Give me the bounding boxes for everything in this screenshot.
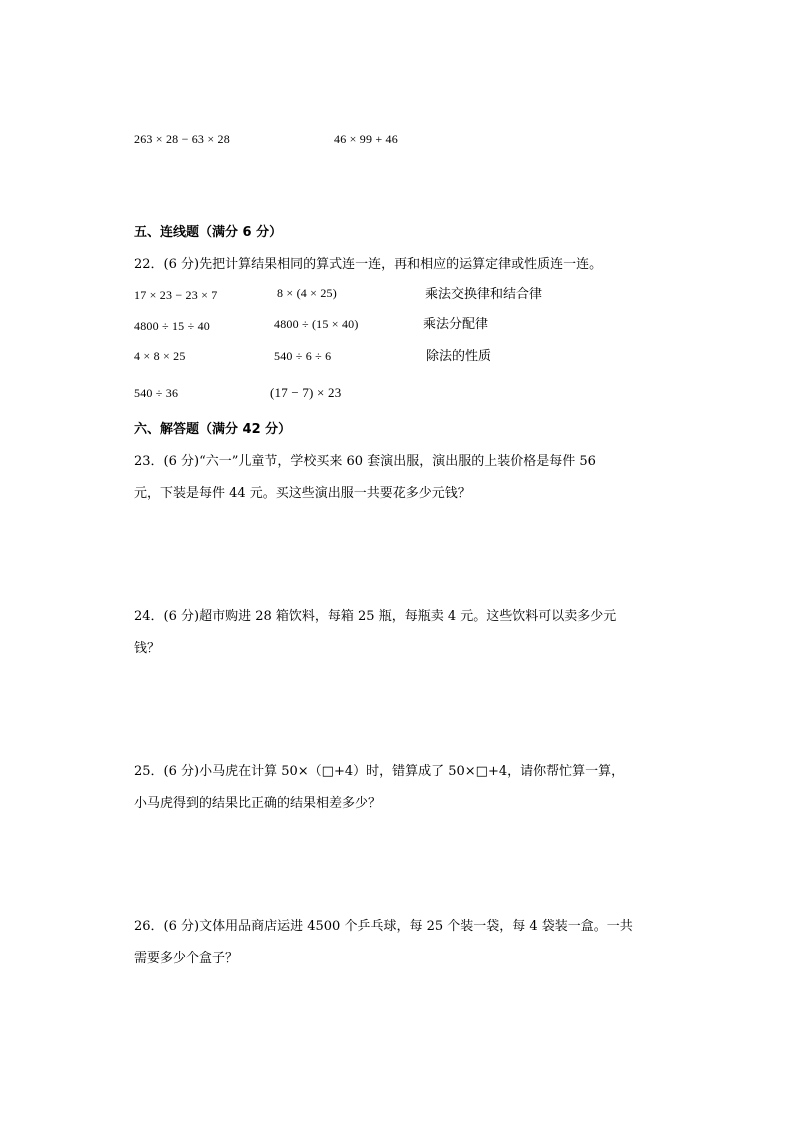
law-label-1: 乘法交换律和结合律: [425, 287, 543, 302]
question-25-line-2: 小马虎得到的结果比正确的结果相差多少？: [134, 796, 382, 811]
question-25-line-1: 25．(6 分)小马虎在计算 50×（□+4）时，错算成了 50×□+4，请你帮忙算一算，: [134, 764, 625, 779]
left-expression-1: 17 × 23 − 23 × 7: [134, 288, 218, 302]
question-26-line-1: 26．(6 分)文体用品商店运进 4500 个乒乓球，每 25 个装一袋，每 4 袋装一盒。一共: [134, 919, 633, 934]
middle-expression-4: (17 − 7) × 23: [270, 385, 342, 400]
question-22-text: 22．(6 分)先把计算结果相同的算式连一连，再和相应的运算定律或性质连一连。: [134, 257, 603, 272]
expression-1: 263 × 28 − 63 × 28: [134, 132, 230, 146]
law-label-2: 乘法分配律: [423, 317, 489, 332]
law-label-3: 除法的性质: [426, 349, 492, 364]
left-expression-4: 540 ÷ 36: [134, 386, 179, 400]
section-5-title: 五、连线题（满分 6 分）: [134, 225, 283, 240]
question-23-line-1: 23．(6 分)“六一”儿童节，学校买来 60 套演出服，演出服的上装价格是每件 56: [134, 454, 596, 469]
middle-expression-1: 8 × (4 × 25): [277, 286, 337, 300]
left-expression-3: 4 × 8 × 25: [134, 349, 186, 363]
left-expression-2: 4800 ÷ 15 ÷ 40: [134, 319, 210, 333]
expression-2: 46 × 99 + 46: [334, 132, 398, 146]
middle-expression-3: 540 ÷ 6 ÷ 6: [274, 349, 332, 363]
question-24-line-1: 24．(6 分)超市购进 28 箱饮料，每箱 25 瓶，每瓶卖 4 元。这些饮料可以卖多少元: [134, 609, 617, 624]
question-23-line-2: 元，下装是每件 44 元。买这些演出服一共要花多少元钱？: [134, 486, 471, 501]
middle-expression-2: 4800 ÷ (15 × 40): [274, 317, 359, 331]
section-6-title: 六、解答题（满分 42 分）: [134, 422, 292, 437]
question-26-line-2: 需要多少个盒子？: [134, 951, 239, 966]
question-24-line-2: 钱？: [134, 641, 161, 656]
